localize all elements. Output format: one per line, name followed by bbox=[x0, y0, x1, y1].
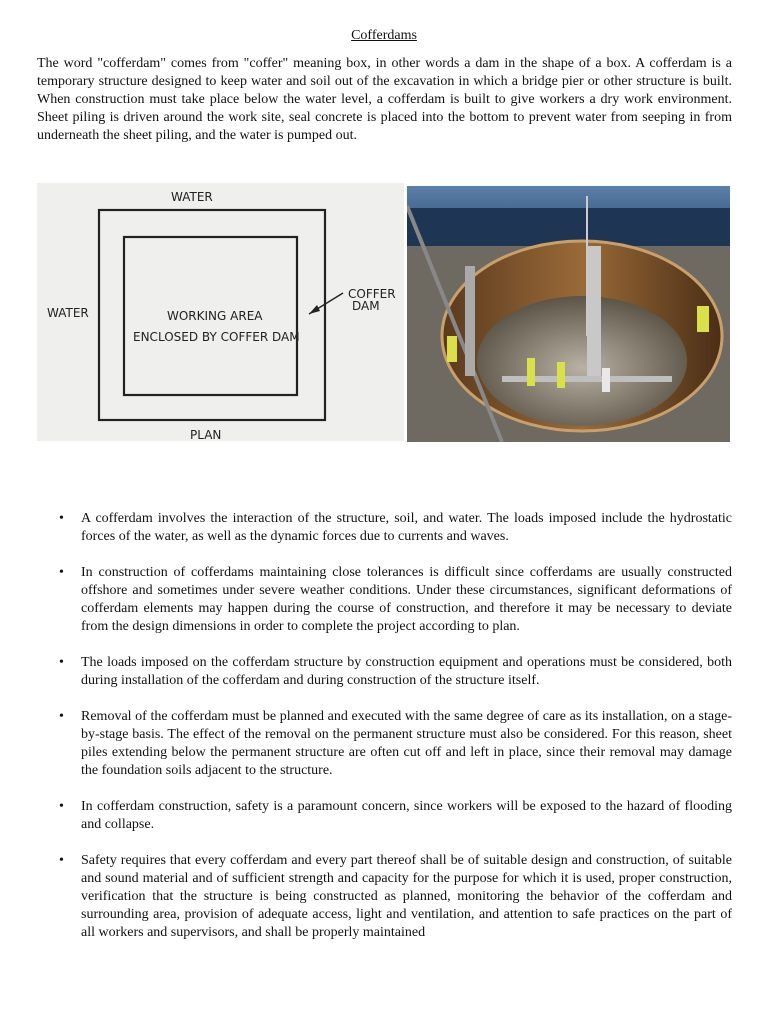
intro-paragraph: The word "cofferdam" comes from "coffer" meaning box, in other words a dam in the shape of a box. A cofferdam is a temporary structure designed to keep water and soil out of the excavation in which a bridge pier or other structure is built. When construction must take place below the water level, a cofferdam is built to give workers a dry work environment. Sheet piling is driven around the work site, seal concrete is placed into the bottom to prevent water from seeping in from underneath the sheet piling, and the water is pumped out. bbox=[37, 56, 732, 143]
worker-figure bbox=[557, 362, 565, 388]
plan-diagram-svg bbox=[37, 183, 404, 441]
list-item bbox=[37, 564, 732, 636]
enclosed-label: ENCLOSED BY COFFER DAM bbox=[133, 330, 300, 344]
working-area-label: WORKING AREA bbox=[167, 309, 263, 323]
cofferdam-photo bbox=[407, 186, 730, 442]
bullet-icon: • bbox=[59, 655, 64, 670]
list-item-text: In construction of cofferdams maintaining close tolerances is difficult since cofferdams are usually constructed offshore and sometimes under severe weather conditions. Under these circumstances, significant deformations of cofferdam elements may happen during the course of construction, and therefore it may be necessary to deviate from the design dimensions in order to complete the project according to plan. bbox=[81, 565, 732, 634]
worker-figure bbox=[527, 358, 535, 386]
list-item-text: In cofferdam construction, safety is a paramount concern, since workers will be exposed to the hazard of flooding and collapse. bbox=[81, 799, 732, 832]
bullet-icon: • bbox=[59, 799, 64, 814]
ladder-tower-left bbox=[465, 266, 475, 376]
list-item bbox=[37, 852, 732, 942]
cofferdam-photo-illustration bbox=[407, 186, 730, 442]
bullet-list bbox=[37, 510, 732, 960]
water-top-label: WATER bbox=[171, 190, 213, 204]
dam-label: DAM bbox=[352, 299, 380, 313]
plan-label: PLAN bbox=[190, 428, 222, 441]
worker-figure bbox=[447, 336, 457, 362]
list-item bbox=[37, 510, 732, 546]
bullet-icon: • bbox=[59, 853, 64, 868]
list-item bbox=[37, 654, 732, 690]
list-item-text: Removal of the cofferdam must be planned and executed with the same degree of care as its installation, on a stage-by-stage basis. The effect of the removal on the permanent structure must also be considered. For this reason, sheet piles extending below the permanent structure are often cut off and left in place, since their removal may damage the foundation soils adjacent to the structure. bbox=[81, 709, 732, 778]
worker-figure bbox=[602, 368, 610, 392]
list-item-text: A cofferdam involves the interaction of the structure, soil, and water. The loads imposed include the hydrostatic forces of the water, as well as the dynamic forces due to currents and waves. bbox=[81, 511, 732, 544]
bullet-icon: • bbox=[59, 565, 64, 580]
water-left-label: WATER bbox=[47, 306, 89, 320]
bullet-icon: • bbox=[59, 709, 64, 724]
list-item bbox=[37, 708, 732, 780]
list-item-text: The loads imposed on the cofferdam structure by construction equipment and operations must be considered, both during installation of the cofferdam and during construction of the structure itself. bbox=[81, 655, 732, 688]
page-title: Cofferdams bbox=[351, 28, 417, 43]
list-item-text: Safety requires that every cofferdam and every part thereof shall be of suitable design and construction, of suitable and sound material and of sufficient strength and capacity for the purpose for which it is used, proper construction, verification that the structure is being constructed as planned, monitoring the behavior of the cofferdam and surrounding area, provision of adequate access, light and ventilation, and attention to safe practices on the part of all workers and supervisors, and shall be properly maintained bbox=[81, 853, 732, 940]
excavation-floor bbox=[477, 296, 687, 426]
coffer-label: COFFER bbox=[348, 287, 396, 301]
bullet-icon: • bbox=[59, 511, 64, 526]
ladder-tower-right bbox=[587, 246, 601, 376]
cofferdam-plan-diagram bbox=[37, 183, 404, 441]
worker-figure bbox=[697, 306, 709, 332]
list-item bbox=[37, 798, 732, 834]
